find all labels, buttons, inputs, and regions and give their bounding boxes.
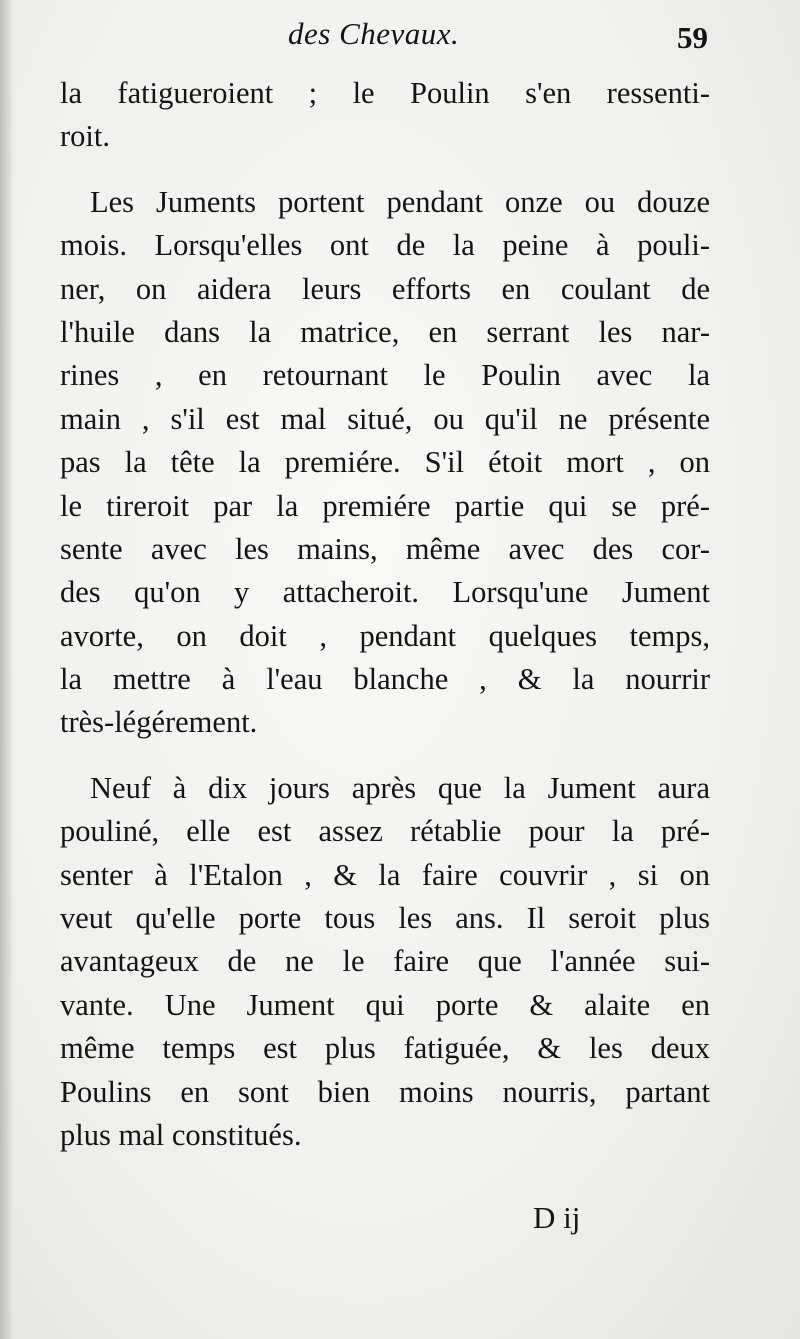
text-line: ner, on aidera leurs efforts en coulant de — [60, 271, 710, 306]
text-line: Les Juments portent pendant onze ou douze — [90, 184, 710, 219]
text-line: mois. Lorsqu'elles ont de la peine à pouli- — [60, 228, 710, 263]
text-line: vante. Une Jument qui porte & alaite en — [60, 987, 710, 1022]
text-line: veut qu'elle porte tous les ans. Il seroit plus — [60, 901, 710, 936]
text-line: l'huile dans la matrice, en serrant les nar- — [60, 314, 710, 349]
page-number: 59 — [677, 20, 708, 55]
gutter-shadow — [0, 0, 14, 1339]
text-line: avorte, on doit , pendant quelques temps, — [60, 618, 710, 653]
text-line: même temps est plus fatiguée, & les deux — [60, 1031, 710, 1066]
body-text — [60, 72, 710, 1157]
text-line: main , s'il est mal situé, ou qu'il ne présente — [60, 401, 710, 436]
text-line: Neuf à dix jours après que la Jument aura — [90, 770, 710, 805]
text-line: sente avec les mains, même avec des cor- — [60, 531, 710, 566]
text-line: la fatigueroient ; le Poulin s'en ressenti- — [60, 76, 710, 110]
text-line: pas la tête la premiére. S'il étoit mort , on — [60, 445, 710, 480]
signature-mark: D ij — [533, 1200, 581, 1235]
running-head: des Chevaux. — [288, 16, 460, 51]
text-line: rines , en retournant le Poulin avec la — [60, 358, 710, 393]
text-line: la mettre à l'eau blanche , & la nourrir — [60, 662, 710, 697]
text-line: Poulins en sont bien moins nourris, partant — [60, 1074, 710, 1109]
text-line: pouliné, elle est assez rétablie pour la pré- — [60, 814, 710, 849]
text-line: le tireroit par la premiére partie qui se pré- — [60, 488, 710, 523]
text-line: des qu'on y attacheroit. Lorsqu'une Jument — [60, 575, 710, 610]
text-line: avantageux de ne le faire que l'année sui- — [60, 944, 710, 979]
text-line: très-légérement. — [60, 705, 258, 740]
text-line: roit. — [60, 119, 110, 154]
text-line: plus mal constitués. — [60, 1117, 302, 1152]
text-line: senter à l'Etalon , & la faire couvrir , si on — [60, 857, 710, 892]
